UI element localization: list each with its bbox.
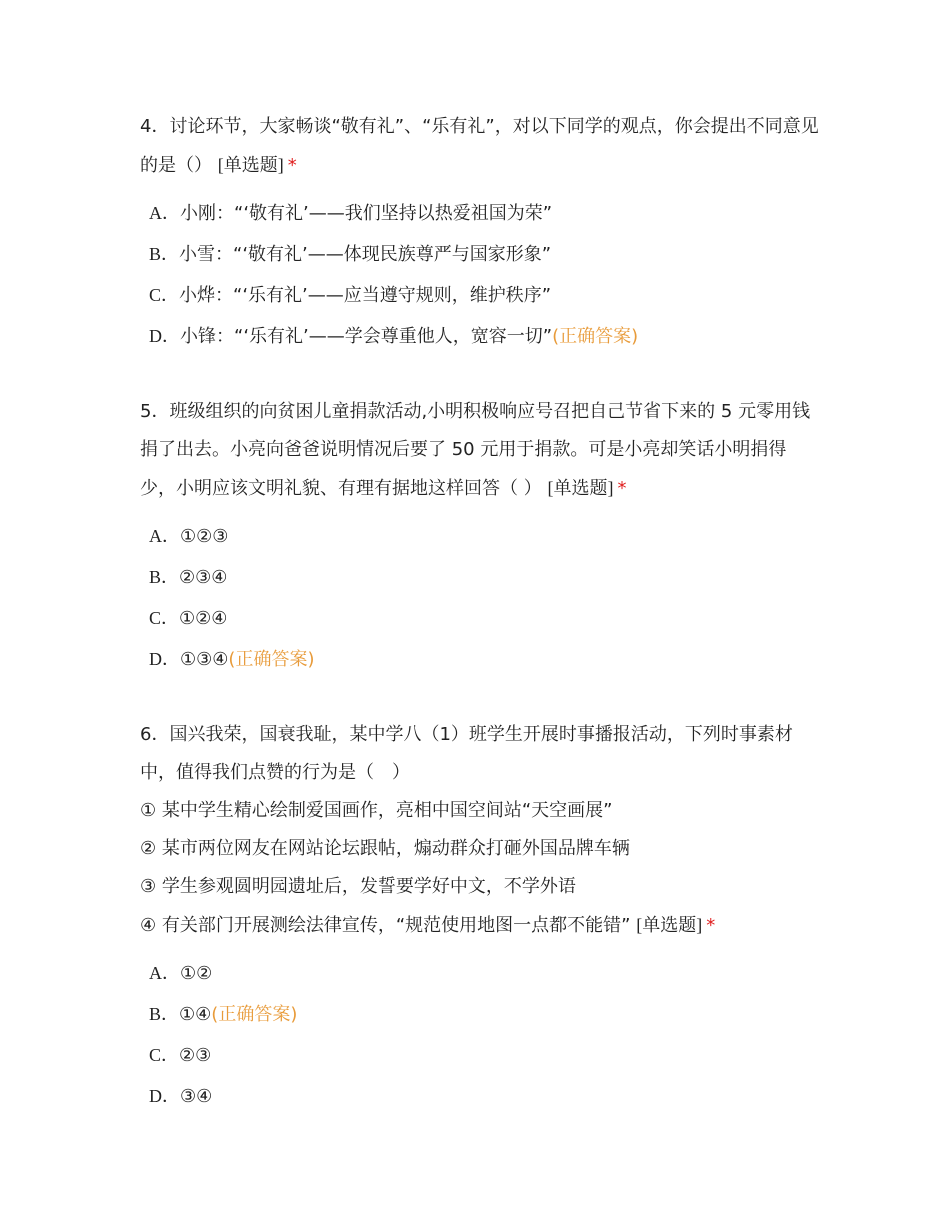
option-b[interactable] xyxy=(140,994,820,1035)
option-text: ③④ xyxy=(180,1086,213,1107)
option-c[interactable] xyxy=(140,598,820,639)
question-prompt-line: 中，值得我们点赞的行为是（ ） xyxy=(140,762,410,783)
question-type-label: [单选题] xyxy=(636,915,703,935)
option-text: ①④ xyxy=(179,1004,212,1025)
option-letter: A． xyxy=(149,203,180,223)
option-a[interactable] xyxy=(140,516,820,557)
option-list xyxy=(140,953,820,1117)
option-text: ②③ xyxy=(179,1045,212,1066)
correct-answer-tag: (正确答案) xyxy=(211,1004,298,1025)
statement-1: ① 某中学生精心绘制爱国画作，亮相中国空间站“天空画展” xyxy=(140,800,613,821)
option-text: 小刚：“‘敬有礼’——我们坚持以热爱祖国为荣” xyxy=(180,203,553,224)
question-4 xyxy=(140,108,820,357)
option-b[interactable] xyxy=(140,557,820,598)
option-c[interactable] xyxy=(140,1035,820,1076)
option-letter: D． xyxy=(149,649,180,669)
option-text: ②③④ xyxy=(179,567,228,588)
option-d[interactable] xyxy=(140,639,820,680)
statement-3: ③ 学生参观圆明园遗址后，发誓要学好中文，不学外语 xyxy=(140,876,576,897)
option-letter: A． xyxy=(149,963,180,983)
question-type-label: [单选题] xyxy=(547,478,614,498)
question-prompt xyxy=(140,393,820,508)
question-prompt-text: 4．讨论环节，大家畅谈“敬有礼”、“乐有礼”，对以下同学的观点，你会提出不同意见的是（） xyxy=(140,116,819,176)
required-mark: * xyxy=(287,155,297,176)
option-list xyxy=(140,516,820,680)
option-letter: D． xyxy=(149,1086,180,1106)
option-letter: B． xyxy=(149,244,180,264)
option-b[interactable] xyxy=(140,234,820,275)
option-letter: B． xyxy=(149,1004,180,1024)
document-page xyxy=(140,108,820,1153)
option-text: ①②④ xyxy=(179,608,228,629)
question-6 xyxy=(140,716,820,1117)
option-letter: D． xyxy=(149,326,180,346)
required-mark: * xyxy=(706,915,716,936)
question-prompt xyxy=(140,108,820,185)
option-d[interactable] xyxy=(140,1076,820,1117)
option-letter: C． xyxy=(149,285,180,305)
question-prompt-line: 6．国兴我荣，国衰我耻，某中学八（1）班学生开展时事播报活动，下列时事素材 xyxy=(140,724,793,745)
option-list xyxy=(140,193,820,357)
option-text: 小雪：“‘敬有礼’——体现民族尊严与国家形象” xyxy=(179,244,552,265)
question-5 xyxy=(140,393,820,680)
correct-answer-tag: (正确答案) xyxy=(228,649,315,670)
option-text: 小烨：“‘乐有礼’——应当遵守规则，维护秩序” xyxy=(179,285,552,306)
option-text: ①②③ xyxy=(180,526,229,547)
correct-answer-tag: (正确答案) xyxy=(552,326,639,347)
option-text: ①② xyxy=(180,963,213,984)
option-text: 小锋：“‘乐有礼’——学会尊重他人，宽容一切” xyxy=(180,326,553,347)
option-a[interactable] xyxy=(140,193,820,234)
option-c[interactable] xyxy=(140,275,820,316)
statement-4-text: ④ 有关部门开展测绘法律宣传，“规范使用地图一点都不能错” xyxy=(140,915,631,936)
option-letter: B． xyxy=(149,567,180,587)
option-a[interactable] xyxy=(140,953,820,994)
question-prompt-text: 5．班级组织的向贫困儿童捐款活动,小明积极响应号召把自己节省下来的 5 元零用钱捐了出去。小亮向爸爸说明情况后要了 50 元用于捐款。可是小亮却笑话小明捐得少，小明应该文明礼貌、有理有据地这样回答（ ） xyxy=(140,401,811,499)
option-text: ①③④ xyxy=(180,649,229,670)
option-letter: C． xyxy=(149,608,180,628)
required-mark: * xyxy=(617,478,627,499)
question-type-label: [单选题] xyxy=(217,155,284,175)
option-letter: A． xyxy=(149,526,180,546)
statement-2: ② 某市两位网友在网站论坛跟帖，煽动群众打砸外国品牌车辆 xyxy=(140,838,630,859)
option-letter: C． xyxy=(149,1045,180,1065)
option-d[interactable] xyxy=(140,316,820,357)
statement-4 xyxy=(140,906,820,945)
